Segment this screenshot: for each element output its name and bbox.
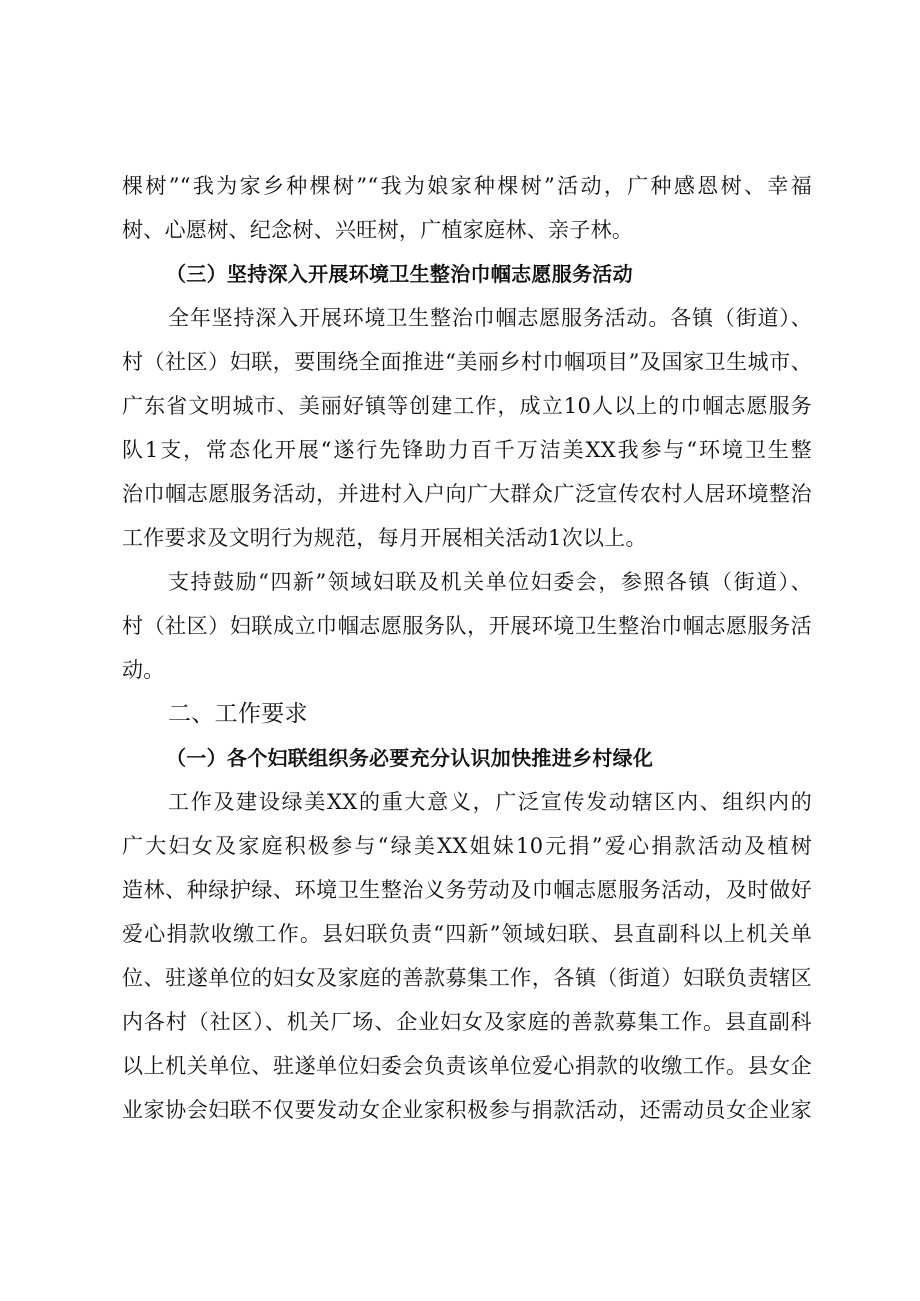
- paragraph-line: 工作要求及文明行为规范，每月开展相关活动1次以上。: [122, 526, 647, 550]
- paragraph-line: 动。: [122, 658, 165, 682]
- paragraph-line: 内各村（社区）、机关厂场、企业妇女及家庭的善款募集工作。县直副科: [122, 1010, 812, 1034]
- paragraph-line: 广东省文明城市、美丽好镇等创建工作，成立10人以上的巾帼志愿服务: [122, 394, 812, 418]
- paragraph-line: 爱心捐款收缴工作。县妇联负责“四新”领域妇联、县直副科以上机关单: [122, 922, 812, 946]
- paragraph-line: 广大妇女及家庭积极参与“绿美XX姐妹10元捐”爱心捐款活动及植树: [122, 834, 812, 858]
- paragraph-line: 造林、种绿护绿、环境卫生整治义务劳动及巾帼志愿服务活动，及时做好: [122, 878, 812, 902]
- paragraph-line: 工作及建设绿美XX的重大意义，广泛宣传发动辖区内、组织内的: [168, 790, 812, 814]
- paragraph-line: 支持鼓励“四新”领域妇联及机关单位妇委会，参照各镇（街道）、: [168, 570, 812, 594]
- section-heading: 二、工作要求: [168, 701, 308, 727]
- paragraph-line: 队1支，常态化开展“遂行先锋助力百千万洁美XX我参与“环境卫生整: [122, 438, 812, 462]
- section-subheading: （三）坚持深入开展环境卫生整治巾帼志愿服务活动: [166, 262, 633, 286]
- paragraph-line: 树、心愿树、纪念树、兴旺树，广植家庭林、亲子林。: [122, 218, 634, 242]
- paragraph-line: 村（社区）妇联，要围绕全面推进“美丽乡村巾帼项目”及国家卫生城市、: [122, 350, 812, 374]
- paragraph-line: 全年坚持深入开展环境卫生整治巾帼志愿服务活动。各镇（街道）、: [168, 306, 812, 330]
- paragraph-line: 村（社区）妇联成立巾帼志愿服务队，开展环境卫生整治巾帼志愿服务活: [122, 614, 812, 638]
- paragraph-line: 治巾帼志愿服务活动，并进村入户向广大群众广泛宣传农村人居环境整治: [122, 482, 812, 506]
- paragraph-line: 业家协会妇联不仅要发动女企业家积极参与捐款活动，还需动员女企业家: [122, 1098, 812, 1122]
- section-subheading: （一）各个妇联组织务必要充分认识加快推进乡村绿化: [166, 746, 654, 770]
- paragraph-line: 棵树”“我为家乡种棵树”“我为娘家种棵树”活动，广种感恩树、幸福: [122, 174, 812, 198]
- paragraph-line: 位、驻遂单位的妇女及家庭的善款募集工作，各镇（街道）妇联负责辖区: [122, 966, 812, 990]
- paragraph-line: 以上机关单位、驻遂单位妇委会负责该单位爱心捐款的收缴工作。县女企: [122, 1054, 812, 1078]
